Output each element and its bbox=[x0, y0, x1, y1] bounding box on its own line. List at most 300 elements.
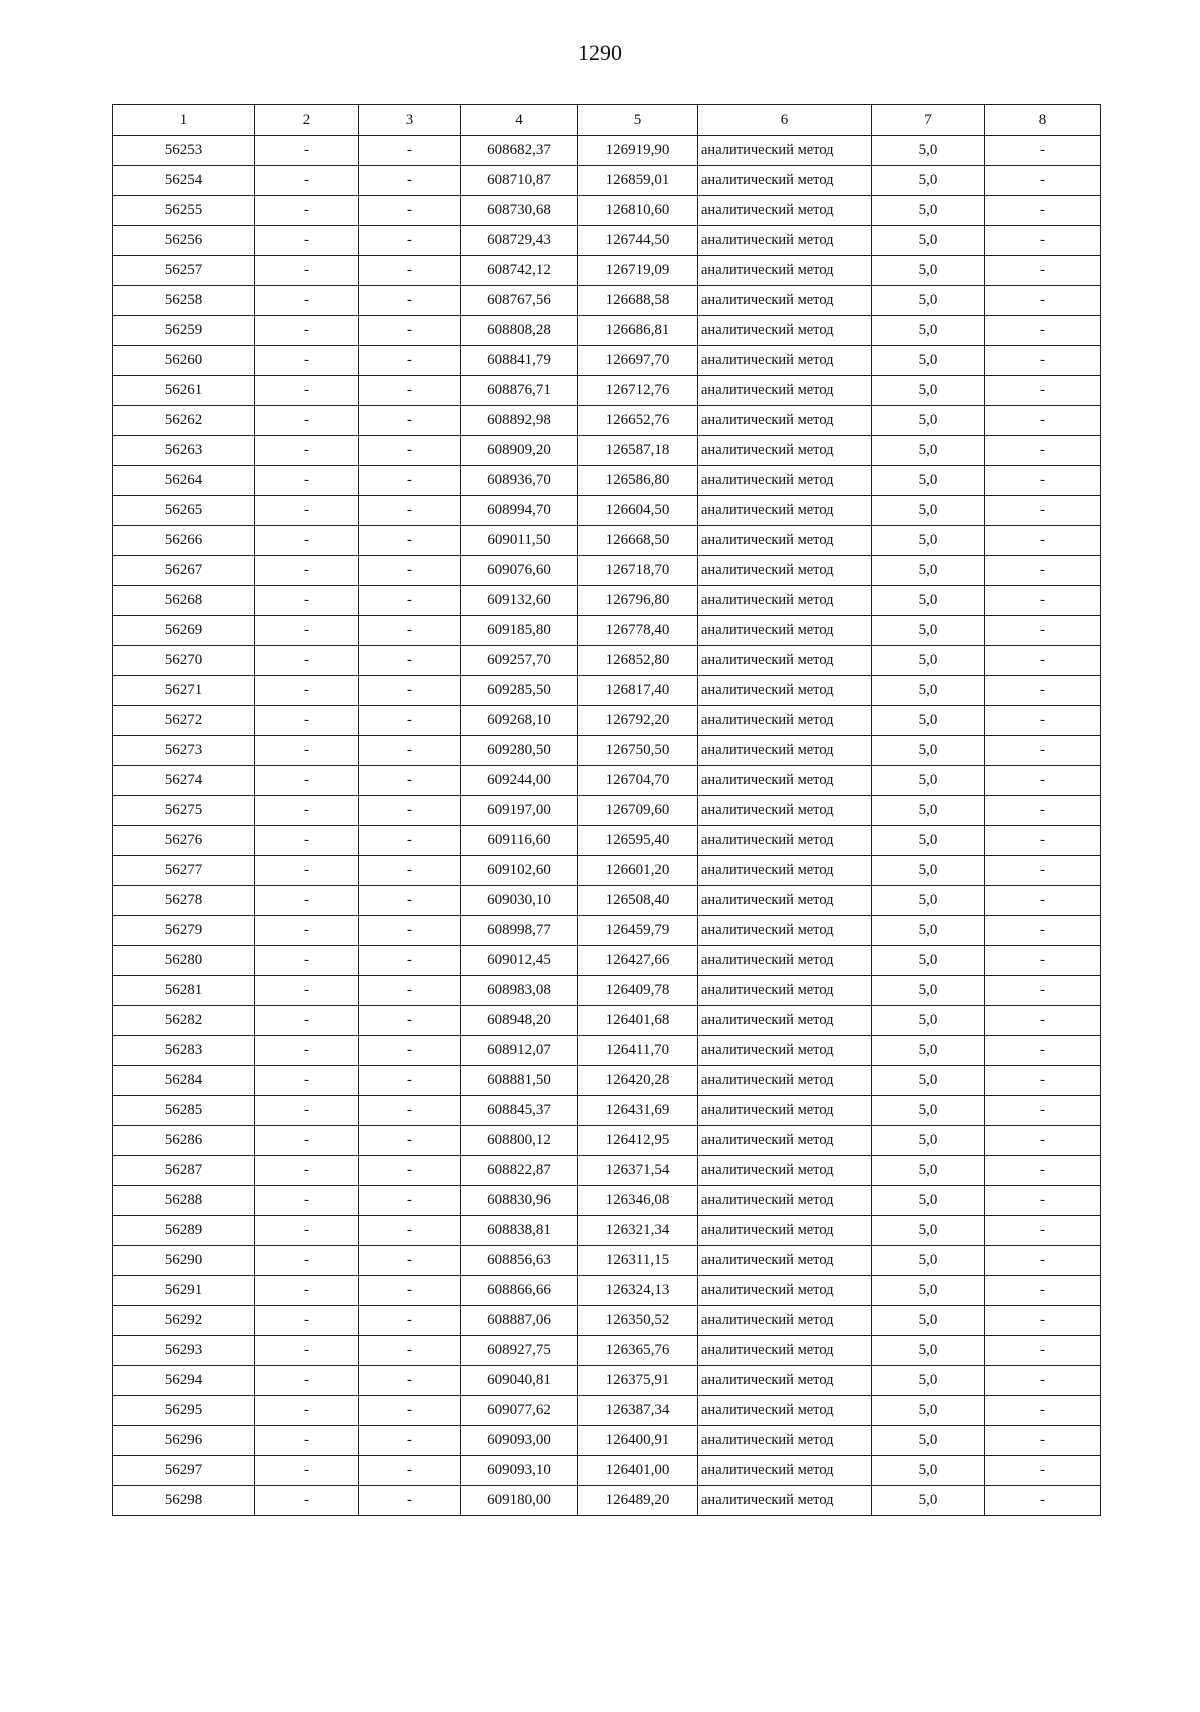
cell-method: аналитический метод bbox=[698, 886, 872, 916]
cell-col2: - bbox=[255, 406, 359, 436]
table-row bbox=[113, 406, 1101, 436]
cell-point-number: 56290 bbox=[113, 1246, 255, 1276]
cell-point-number: 56278 bbox=[113, 886, 255, 916]
cell-col8: - bbox=[985, 136, 1101, 166]
cell-col8: - bbox=[985, 946, 1101, 976]
cell-col3: - bbox=[359, 976, 461, 1006]
cell-col3: - bbox=[359, 496, 461, 526]
cell-col8: - bbox=[985, 346, 1101, 376]
cell-col8: - bbox=[985, 586, 1101, 616]
cell-col2: - bbox=[255, 436, 359, 466]
table-row bbox=[113, 376, 1101, 406]
cell-accuracy: 5,0 bbox=[872, 1306, 985, 1336]
cell-col8: - bbox=[985, 616, 1101, 646]
cell-col3: - bbox=[359, 1306, 461, 1336]
table-row bbox=[113, 1036, 1101, 1066]
cell-col8: - bbox=[985, 1396, 1101, 1426]
cell-accuracy: 5,0 bbox=[872, 976, 985, 1006]
table-row bbox=[113, 496, 1101, 526]
cell-method: аналитический метод bbox=[698, 316, 872, 346]
cell-point-number: 56283 bbox=[113, 1036, 255, 1066]
cell-col2: - bbox=[255, 1126, 359, 1156]
cell-method: аналитический метод bbox=[698, 1036, 872, 1066]
cell-col3: - bbox=[359, 316, 461, 346]
cell-point-number: 56276 bbox=[113, 826, 255, 856]
cell-method: аналитический метод bbox=[698, 136, 872, 166]
cell-method: аналитический метод bbox=[698, 496, 872, 526]
cell-x: 608887,06 bbox=[461, 1306, 578, 1336]
cell-col2: - bbox=[255, 1246, 359, 1276]
cell-x: 608841,79 bbox=[461, 346, 578, 376]
cell-col2: - bbox=[255, 1066, 359, 1096]
table-row bbox=[113, 466, 1101, 496]
cell-accuracy: 5,0 bbox=[872, 676, 985, 706]
cell-accuracy: 5,0 bbox=[872, 616, 985, 646]
cell-accuracy: 5,0 bbox=[872, 646, 985, 676]
cell-col3: - bbox=[359, 1396, 461, 1426]
cell-col3: - bbox=[359, 1006, 461, 1036]
cell-y: 126919,90 bbox=[578, 136, 698, 166]
cell-col2: - bbox=[255, 226, 359, 256]
cell-col3: - bbox=[359, 406, 461, 436]
cell-point-number: 56275 bbox=[113, 796, 255, 826]
cell-method: аналитический метод bbox=[698, 1156, 872, 1186]
cell-accuracy: 5,0 bbox=[872, 736, 985, 766]
cell-y: 126792,20 bbox=[578, 706, 698, 736]
cell-point-number: 56253 bbox=[113, 136, 255, 166]
cell-accuracy: 5,0 bbox=[872, 526, 985, 556]
cell-col2: - bbox=[255, 796, 359, 826]
table-row bbox=[113, 1486, 1101, 1516]
cell-x: 608800,12 bbox=[461, 1126, 578, 1156]
cell-point-number: 56281 bbox=[113, 976, 255, 1006]
cell-point-number: 56289 bbox=[113, 1216, 255, 1246]
cell-y: 126489,20 bbox=[578, 1486, 698, 1516]
cell-point-number: 56272 bbox=[113, 706, 255, 736]
cell-accuracy: 5,0 bbox=[872, 1366, 985, 1396]
cell-y: 126508,40 bbox=[578, 886, 698, 916]
cell-col2: - bbox=[255, 826, 359, 856]
cell-y: 126401,00 bbox=[578, 1456, 698, 1486]
cell-col3: - bbox=[359, 1216, 461, 1246]
cell-y: 126346,08 bbox=[578, 1186, 698, 1216]
cell-method: аналитический метод bbox=[698, 1306, 872, 1336]
table-row bbox=[113, 1336, 1101, 1366]
cell-method: аналитический метод bbox=[698, 256, 872, 286]
cell-y: 126371,54 bbox=[578, 1156, 698, 1186]
cell-method: аналитический метод bbox=[698, 796, 872, 826]
cell-col3: - bbox=[359, 376, 461, 406]
cell-x: 609040,81 bbox=[461, 1366, 578, 1396]
cell-col8: - bbox=[985, 1186, 1101, 1216]
cell-method: аналитический метод bbox=[698, 1246, 872, 1276]
cell-col3: - bbox=[359, 1456, 461, 1486]
cell-y: 126387,34 bbox=[578, 1396, 698, 1426]
cell-point-number: 56279 bbox=[113, 916, 255, 946]
cell-accuracy: 5,0 bbox=[872, 946, 985, 976]
cell-method: аналитический метод bbox=[698, 346, 872, 376]
cell-y: 126459,79 bbox=[578, 916, 698, 946]
cell-y: 126604,50 bbox=[578, 496, 698, 526]
cell-col2: - bbox=[255, 856, 359, 886]
table-body bbox=[113, 136, 1101, 1516]
cell-col3: - bbox=[359, 256, 461, 286]
cell-accuracy: 5,0 bbox=[872, 436, 985, 466]
table-row bbox=[113, 1156, 1101, 1186]
cell-y: 126400,91 bbox=[578, 1426, 698, 1456]
cell-point-number: 56269 bbox=[113, 616, 255, 646]
header-cell: 1 bbox=[113, 105, 255, 136]
cell-method: аналитический метод bbox=[698, 376, 872, 406]
cell-accuracy: 5,0 bbox=[872, 766, 985, 796]
cell-col2: - bbox=[255, 766, 359, 796]
cell-accuracy: 5,0 bbox=[872, 1216, 985, 1246]
cell-col8: - bbox=[985, 796, 1101, 826]
cell-col2: - bbox=[255, 1216, 359, 1246]
header-cell: 8 bbox=[985, 105, 1101, 136]
cell-x: 609116,60 bbox=[461, 826, 578, 856]
table-row bbox=[113, 256, 1101, 286]
header-cell: 5 bbox=[578, 105, 698, 136]
cell-col2: - bbox=[255, 166, 359, 196]
table-row bbox=[113, 1126, 1101, 1156]
cell-method: аналитический метод bbox=[698, 766, 872, 796]
cell-col3: - bbox=[359, 136, 461, 166]
cell-accuracy: 5,0 bbox=[872, 1426, 985, 1456]
cell-point-number: 56255 bbox=[113, 196, 255, 226]
cell-accuracy: 5,0 bbox=[872, 496, 985, 526]
cell-col2: - bbox=[255, 526, 359, 556]
cell-accuracy: 5,0 bbox=[872, 1396, 985, 1426]
cell-col3: - bbox=[359, 826, 461, 856]
table-row bbox=[113, 766, 1101, 796]
cell-method: аналитический метод bbox=[698, 586, 872, 616]
cell-x: 608927,75 bbox=[461, 1336, 578, 1366]
cell-accuracy: 5,0 bbox=[872, 346, 985, 376]
cell-col3: - bbox=[359, 346, 461, 376]
cell-col3: - bbox=[359, 586, 461, 616]
cell-col8: - bbox=[985, 1126, 1101, 1156]
header-cell: 6 bbox=[698, 105, 872, 136]
cell-col2: - bbox=[255, 616, 359, 646]
cell-col3: - bbox=[359, 166, 461, 196]
cell-accuracy: 5,0 bbox=[872, 1096, 985, 1126]
cell-accuracy: 5,0 bbox=[872, 1456, 985, 1486]
cell-y: 126810,60 bbox=[578, 196, 698, 226]
cell-col8: - bbox=[985, 1066, 1101, 1096]
cell-col3: - bbox=[359, 1336, 461, 1366]
cell-accuracy: 5,0 bbox=[872, 1006, 985, 1036]
cell-col3: - bbox=[359, 1366, 461, 1396]
cell-col8: - bbox=[985, 736, 1101, 766]
cell-point-number: 56293 bbox=[113, 1336, 255, 1366]
cell-col3: - bbox=[359, 886, 461, 916]
cell-col2: - bbox=[255, 706, 359, 736]
cell-x: 609257,70 bbox=[461, 646, 578, 676]
table-row bbox=[113, 1366, 1101, 1396]
cell-col3: - bbox=[359, 286, 461, 316]
table-row bbox=[113, 1066, 1101, 1096]
cell-method: аналитический метод bbox=[698, 616, 872, 646]
cell-point-number: 56267 bbox=[113, 556, 255, 586]
cell-point-number: 56260 bbox=[113, 346, 255, 376]
cell-x: 608876,71 bbox=[461, 376, 578, 406]
cell-col2: - bbox=[255, 346, 359, 376]
cell-col8: - bbox=[985, 886, 1101, 916]
cell-col2: - bbox=[255, 1336, 359, 1366]
cell-y: 126321,34 bbox=[578, 1216, 698, 1246]
cell-point-number: 56286 bbox=[113, 1126, 255, 1156]
cell-method: аналитический метод bbox=[698, 976, 872, 1006]
cell-point-number: 56297 bbox=[113, 1456, 255, 1486]
cell-x: 609093,00 bbox=[461, 1426, 578, 1456]
cell-point-number: 56284 bbox=[113, 1066, 255, 1096]
table-row bbox=[113, 646, 1101, 676]
cell-point-number: 56287 bbox=[113, 1156, 255, 1186]
cell-accuracy: 5,0 bbox=[872, 1336, 985, 1366]
cell-method: аналитический метод bbox=[698, 196, 872, 226]
page-number: 1290 bbox=[578, 40, 622, 65]
cell-col3: - bbox=[359, 436, 461, 466]
cell-y: 126750,50 bbox=[578, 736, 698, 766]
cell-col3: - bbox=[359, 1156, 461, 1186]
cell-point-number: 56263 bbox=[113, 436, 255, 466]
table-row bbox=[113, 1216, 1101, 1246]
cell-accuracy: 5,0 bbox=[872, 256, 985, 286]
cell-method: аналитический метод bbox=[698, 1456, 872, 1486]
cell-y: 126401,68 bbox=[578, 1006, 698, 1036]
table-row bbox=[113, 1396, 1101, 1426]
cell-point-number: 56265 bbox=[113, 496, 255, 526]
cell-col2: - bbox=[255, 946, 359, 976]
cell-col2: - bbox=[255, 1096, 359, 1126]
cell-col8: - bbox=[985, 526, 1101, 556]
cell-col2: - bbox=[255, 976, 359, 1006]
cell-col3: - bbox=[359, 676, 461, 706]
cell-x: 609011,50 bbox=[461, 526, 578, 556]
cell-col3: - bbox=[359, 1126, 461, 1156]
cell-x: 608682,37 bbox=[461, 136, 578, 166]
cell-accuracy: 5,0 bbox=[872, 136, 985, 166]
cell-point-number: 56288 bbox=[113, 1186, 255, 1216]
cell-col8: - bbox=[985, 1006, 1101, 1036]
cell-col8: - bbox=[985, 286, 1101, 316]
cell-col8: - bbox=[985, 556, 1101, 586]
cell-method: аналитический метод bbox=[698, 1276, 872, 1306]
cell-x: 608892,98 bbox=[461, 406, 578, 436]
cell-y: 126697,70 bbox=[578, 346, 698, 376]
cell-point-number: 56270 bbox=[113, 646, 255, 676]
cell-col8: - bbox=[985, 916, 1101, 946]
table-row bbox=[113, 346, 1101, 376]
cell-x: 609132,60 bbox=[461, 586, 578, 616]
cell-y: 126859,01 bbox=[578, 166, 698, 196]
cell-col3: - bbox=[359, 1036, 461, 1066]
cell-accuracy: 5,0 bbox=[872, 586, 985, 616]
cell-col2: - bbox=[255, 1456, 359, 1486]
cell-col2: - bbox=[255, 136, 359, 166]
cell-x: 608856,63 bbox=[461, 1246, 578, 1276]
cell-accuracy: 5,0 bbox=[872, 856, 985, 886]
table-row bbox=[113, 796, 1101, 826]
cell-col8: - bbox=[985, 256, 1101, 286]
cell-y: 126652,76 bbox=[578, 406, 698, 436]
cell-col2: - bbox=[255, 376, 359, 406]
cell-x: 608838,81 bbox=[461, 1216, 578, 1246]
cell-col8: - bbox=[985, 406, 1101, 436]
table-row bbox=[113, 526, 1101, 556]
coordinates-table bbox=[112, 104, 1101, 1516]
cell-col3: - bbox=[359, 226, 461, 256]
cell-col3: - bbox=[359, 1096, 461, 1126]
cell-col8: - bbox=[985, 466, 1101, 496]
cell-x: 608983,08 bbox=[461, 976, 578, 1006]
cell-point-number: 56274 bbox=[113, 766, 255, 796]
cell-col8: - bbox=[985, 316, 1101, 346]
table-row bbox=[113, 706, 1101, 736]
table-row bbox=[113, 1456, 1101, 1486]
cell-accuracy: 5,0 bbox=[872, 916, 985, 946]
table-row bbox=[113, 676, 1101, 706]
cell-col8: - bbox=[985, 1306, 1101, 1336]
cell-method: аналитический метод bbox=[698, 526, 872, 556]
cell-col2: - bbox=[255, 676, 359, 706]
table-row bbox=[113, 1246, 1101, 1276]
cell-col2: - bbox=[255, 1276, 359, 1306]
cell-accuracy: 5,0 bbox=[872, 1066, 985, 1096]
cell-method: аналитический метод bbox=[698, 1186, 872, 1216]
cell-y: 126686,81 bbox=[578, 316, 698, 346]
cell-col2: - bbox=[255, 916, 359, 946]
cell-method: аналитический метод bbox=[698, 406, 872, 436]
cell-y: 126712,76 bbox=[578, 376, 698, 406]
cell-x: 608730,68 bbox=[461, 196, 578, 226]
cell-x: 608881,50 bbox=[461, 1066, 578, 1096]
cell-col2: - bbox=[255, 886, 359, 916]
cell-y: 126668,50 bbox=[578, 526, 698, 556]
cell-point-number: 56295 bbox=[113, 1396, 255, 1426]
cell-method: аналитический метод bbox=[698, 676, 872, 706]
cell-x: 608998,77 bbox=[461, 916, 578, 946]
cell-accuracy: 5,0 bbox=[872, 286, 985, 316]
cell-method: аналитический метод bbox=[698, 946, 872, 976]
cell-point-number: 56280 bbox=[113, 946, 255, 976]
cell-col3: - bbox=[359, 1186, 461, 1216]
cell-point-number: 56292 bbox=[113, 1306, 255, 1336]
cell-y: 126601,20 bbox=[578, 856, 698, 886]
cell-accuracy: 5,0 bbox=[872, 1486, 985, 1516]
cell-col3: - bbox=[359, 706, 461, 736]
table-row bbox=[113, 226, 1101, 256]
cell-point-number: 56254 bbox=[113, 166, 255, 196]
cell-method: аналитический метод bbox=[698, 1486, 872, 1516]
cell-x: 609012,45 bbox=[461, 946, 578, 976]
cell-col2: - bbox=[255, 1156, 359, 1186]
table-row bbox=[113, 136, 1101, 166]
cell-accuracy: 5,0 bbox=[872, 886, 985, 916]
cell-col2: - bbox=[255, 1036, 359, 1066]
cell-accuracy: 5,0 bbox=[872, 556, 985, 586]
cell-x: 608948,20 bbox=[461, 1006, 578, 1036]
cell-point-number: 56261 bbox=[113, 376, 255, 406]
cell-y: 126324,13 bbox=[578, 1276, 698, 1306]
cell-col2: - bbox=[255, 1396, 359, 1426]
cell-y: 126704,70 bbox=[578, 766, 698, 796]
cell-col2: - bbox=[255, 646, 359, 676]
table-row bbox=[113, 166, 1101, 196]
cell-x: 609285,50 bbox=[461, 676, 578, 706]
cell-y: 126719,09 bbox=[578, 256, 698, 286]
table-row bbox=[113, 1096, 1101, 1126]
cell-x: 608767,56 bbox=[461, 286, 578, 316]
cell-point-number: 56259 bbox=[113, 316, 255, 346]
cell-x: 609197,00 bbox=[461, 796, 578, 826]
cell-point-number: 56291 bbox=[113, 1276, 255, 1306]
cell-y: 126744,50 bbox=[578, 226, 698, 256]
table-row bbox=[113, 616, 1101, 646]
cell-col2: - bbox=[255, 736, 359, 766]
cell-point-number: 56256 bbox=[113, 226, 255, 256]
table-row bbox=[113, 286, 1101, 316]
cell-col2: - bbox=[255, 586, 359, 616]
cell-method: аналитический метод bbox=[698, 1126, 872, 1156]
cell-x: 608845,37 bbox=[461, 1096, 578, 1126]
cell-col3: - bbox=[359, 1066, 461, 1096]
cell-col8: - bbox=[985, 196, 1101, 226]
cell-method: аналитический метод bbox=[698, 856, 872, 886]
cell-method: аналитический метод bbox=[698, 556, 872, 586]
table-row bbox=[113, 946, 1101, 976]
cell-col2: - bbox=[255, 556, 359, 586]
table-row bbox=[113, 886, 1101, 916]
header-cell: 4 bbox=[461, 105, 578, 136]
cell-col3: - bbox=[359, 916, 461, 946]
cell-x: 608866,66 bbox=[461, 1276, 578, 1306]
cell-point-number: 56271 bbox=[113, 676, 255, 706]
cell-y: 126817,40 bbox=[578, 676, 698, 706]
cell-method: аналитический метод bbox=[698, 826, 872, 856]
table-row bbox=[113, 1276, 1101, 1306]
cell-col8: - bbox=[985, 1336, 1101, 1366]
cell-point-number: 56277 bbox=[113, 856, 255, 886]
cell-x: 608994,70 bbox=[461, 496, 578, 526]
cell-accuracy: 5,0 bbox=[872, 406, 985, 436]
cell-col8: - bbox=[985, 1246, 1101, 1276]
cell-x: 608710,87 bbox=[461, 166, 578, 196]
cell-col8: - bbox=[985, 1156, 1101, 1186]
cell-col2: - bbox=[255, 286, 359, 316]
cell-x: 609102,60 bbox=[461, 856, 578, 886]
cell-accuracy: 5,0 bbox=[872, 196, 985, 226]
cell-x: 608830,96 bbox=[461, 1186, 578, 1216]
cell-col8: - bbox=[985, 496, 1101, 526]
cell-col8: - bbox=[985, 376, 1101, 406]
table-row bbox=[113, 586, 1101, 616]
cell-accuracy: 5,0 bbox=[872, 466, 985, 496]
cell-col3: - bbox=[359, 946, 461, 976]
cell-col8: - bbox=[985, 1096, 1101, 1126]
cell-y: 126852,80 bbox=[578, 646, 698, 676]
cell-accuracy: 5,0 bbox=[872, 1156, 985, 1186]
cell-col3: - bbox=[359, 556, 461, 586]
cell-col8: - bbox=[985, 976, 1101, 1006]
cell-method: аналитический метод bbox=[698, 1366, 872, 1396]
table-row bbox=[113, 316, 1101, 346]
cell-x: 608912,07 bbox=[461, 1036, 578, 1066]
table-row bbox=[113, 1426, 1101, 1456]
cell-col3: - bbox=[359, 736, 461, 766]
cell-accuracy: 5,0 bbox=[872, 316, 985, 346]
